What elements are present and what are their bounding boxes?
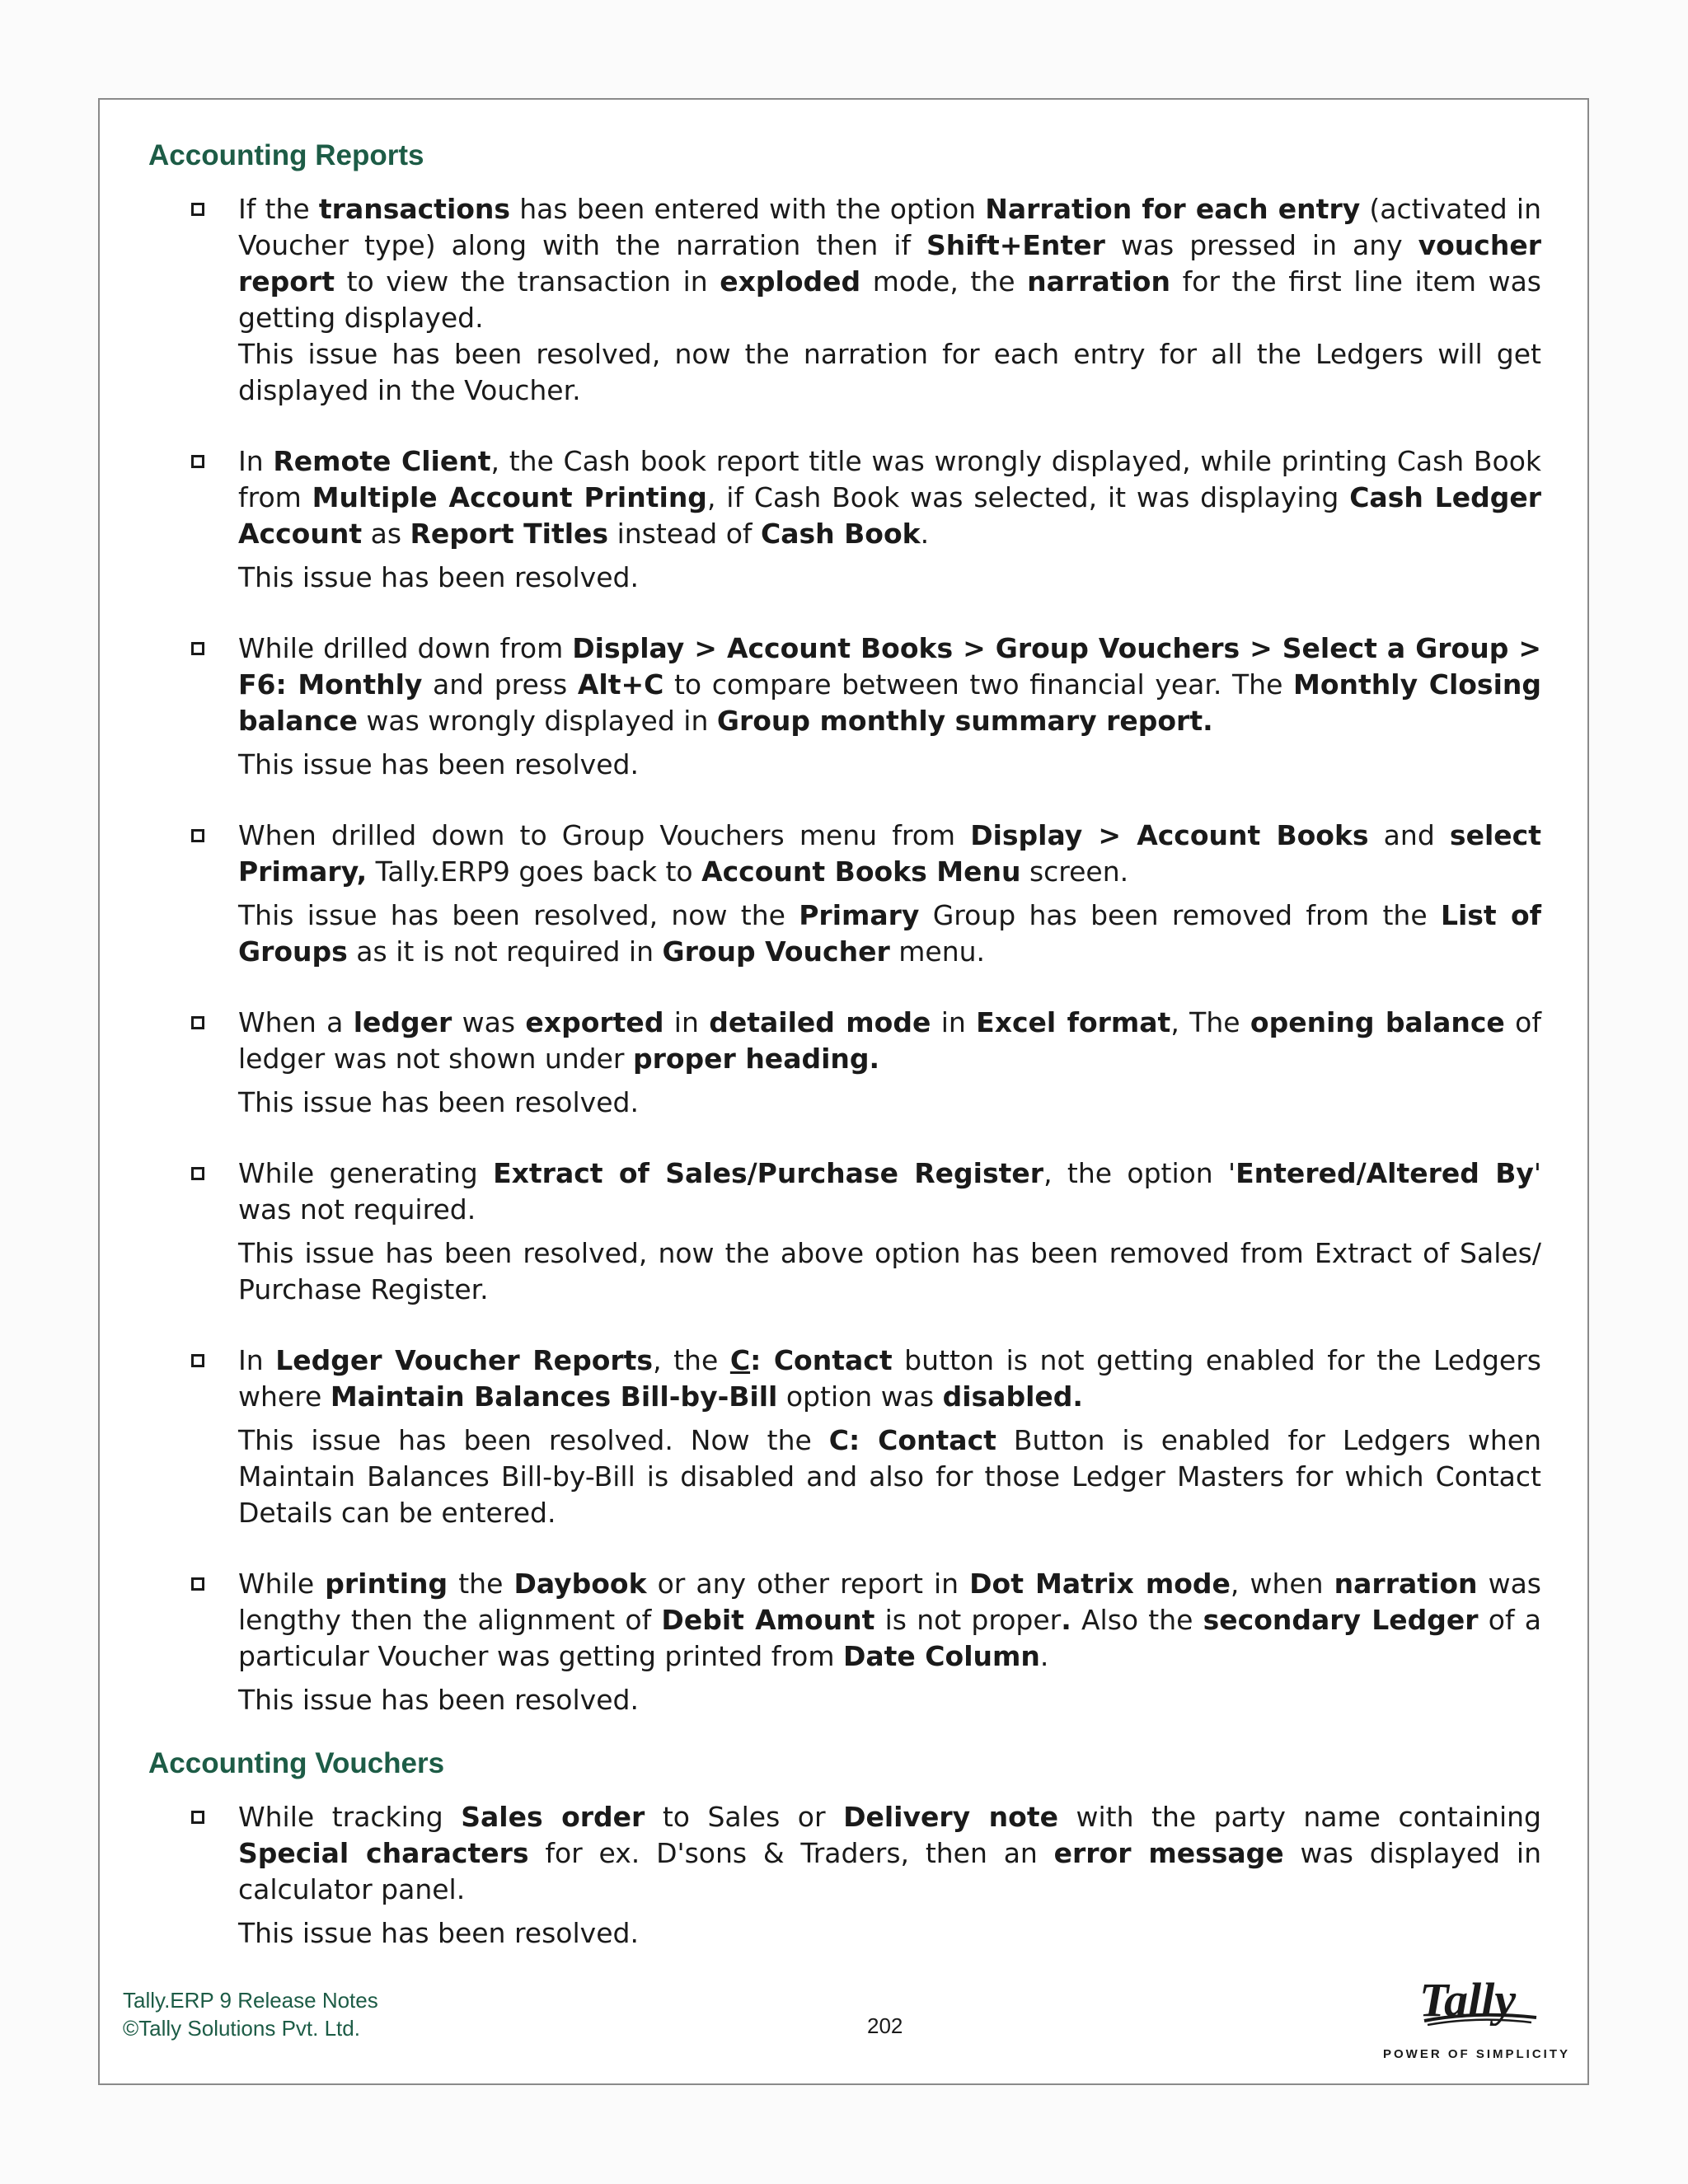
footer-doc-title: Tally.ERP 9 Release Notes [123, 1988, 378, 2013]
list-item [148, 191, 1541, 409]
page-content [148, 138, 1541, 1952]
list-item [148, 818, 1541, 970]
square-bullet-icon [191, 1016, 204, 1029]
issue-text: While generating Extract of Sales/Purchase Register, the option 'Entered/Altered By' was not required. [238, 1157, 1541, 1226]
resolution-text: This issue has been resolved. [238, 748, 639, 780]
issue-text: When drilled down to Group Vouchers menu from Display > Account Books and select Primary, Tally.ERP9 goes back to Account Books Menu screen. [238, 819, 1541, 888]
resolution-text: This issue has been resolved. [238, 1684, 639, 1716]
square-bullet-icon [191, 203, 204, 216]
svg-text:Tally: Tally [1419, 1975, 1517, 2026]
resolution-text: This issue has been resolved. Now the C: Contact Button is enabled for Ledgers when Maintain Balances Bill-by-Bill is disabled and also for those Ledger Masters for which Contact Details can be entered. [238, 1424, 1541, 1529]
resolution-text: This issue has been resolved, now the Primary Group has been removed from the List of Groups as it is not required in Group Voucher menu. [238, 899, 1542, 968]
issue-text: While tracking Sales order to Sales or Delivery note with the party name containing Special characters for ex. D'sons & Traders, then an error message was displayed in calculator panel. [238, 1801, 1542, 1905]
page-number: 202 [867, 2013, 903, 2038]
list-item [148, 443, 1541, 596]
square-bullet-icon [191, 1811, 204, 1824]
square-bullet-icon [191, 1577, 204, 1591]
tally-logo [1378, 1975, 1571, 2065]
list-item [148, 1566, 1541, 1718]
issue-text: If the transactions has been entered with the option Narration for each entry (activated in Voucher type) along with the narration then if Shift+Enter was pressed in any voucher report to view the transaction in exploded mode, the narration for the first line item was getting displayed. [238, 193, 1541, 334]
list-item [148, 630, 1541, 783]
issue-text: When a ledger was exported in detailed mode in Excel format, The opening balance of ledger was not shown under proper heading. [238, 1006, 1541, 1075]
list-item [148, 1799, 1541, 1952]
square-bullet-icon [191, 1354, 204, 1367]
resolution-text: This issue has been resolved. [238, 1086, 639, 1118]
tally-wordmark-icon [1416, 1975, 1540, 2026]
section-title-accounting-vouchers: Accounting Vouchers [148, 1747, 445, 1779]
square-bullet-icon [191, 829, 204, 842]
issue-text: In Remote Client, the Cash book report title was wrongly displayed, while printing Cash Book from Multiple Account Printing, if Cash Book was selected, it was displaying Cash Ledger Account as Report Titles instead of Cash Book. [238, 445, 1542, 550]
footer-copyright: ©Tally Solutions Pvt. Ltd. [123, 2016, 360, 2041]
issue-list-accounting-reports [148, 191, 1541, 1718]
issue-text: While printing the Daybook or any other report in Dot Matrix mode, when narration was lengthy then the alignment of Debit Amount is not proper. Also the secondary Ledger of a particular Voucher was getting printed from Date Column. [238, 1568, 1541, 1672]
issue-text: While drilled down from Display > Account Books > Group Vouchers > Select a Group > F6: Monthly and press Alt+C to compare between two financial year. The Monthly Closing balance was wrongly displayed in Group monthly summary report. [238, 632, 1541, 737]
issue-list-accounting-vouchers [148, 1799, 1541, 1952]
square-bullet-icon [191, 455, 204, 468]
resolution-text: This issue has been resolved, now the narration for each entry for all the Ledgers will get displayed in the Voucher. [238, 338, 1541, 406]
resolution-text: This issue has been resolved. [238, 1917, 639, 1949]
list-item [148, 1005, 1541, 1121]
square-bullet-icon [191, 642, 204, 655]
square-bullet-icon [191, 1167, 204, 1180]
list-item [148, 1343, 1541, 1531]
resolution-text: This issue has been resolved. [238, 561, 639, 593]
list-item [148, 1155, 1541, 1308]
logo-tagline: POWER OF SIMPLICITY [1383, 2047, 1571, 2061]
issue-text: In Ledger Voucher Reports, the C: Contact button is not getting enabled for the Ledgers where Maintain Balances Bill-by-Bill option was disabled. [238, 1344, 1541, 1413]
section-title-accounting-reports: Accounting Reports [148, 139, 424, 171]
resolution-text: This issue has been resolved, now the above option has been removed from Extract of Sales/ Purchase Register. [238, 1237, 1541, 1305]
footer-credits [123, 1986, 378, 2042]
